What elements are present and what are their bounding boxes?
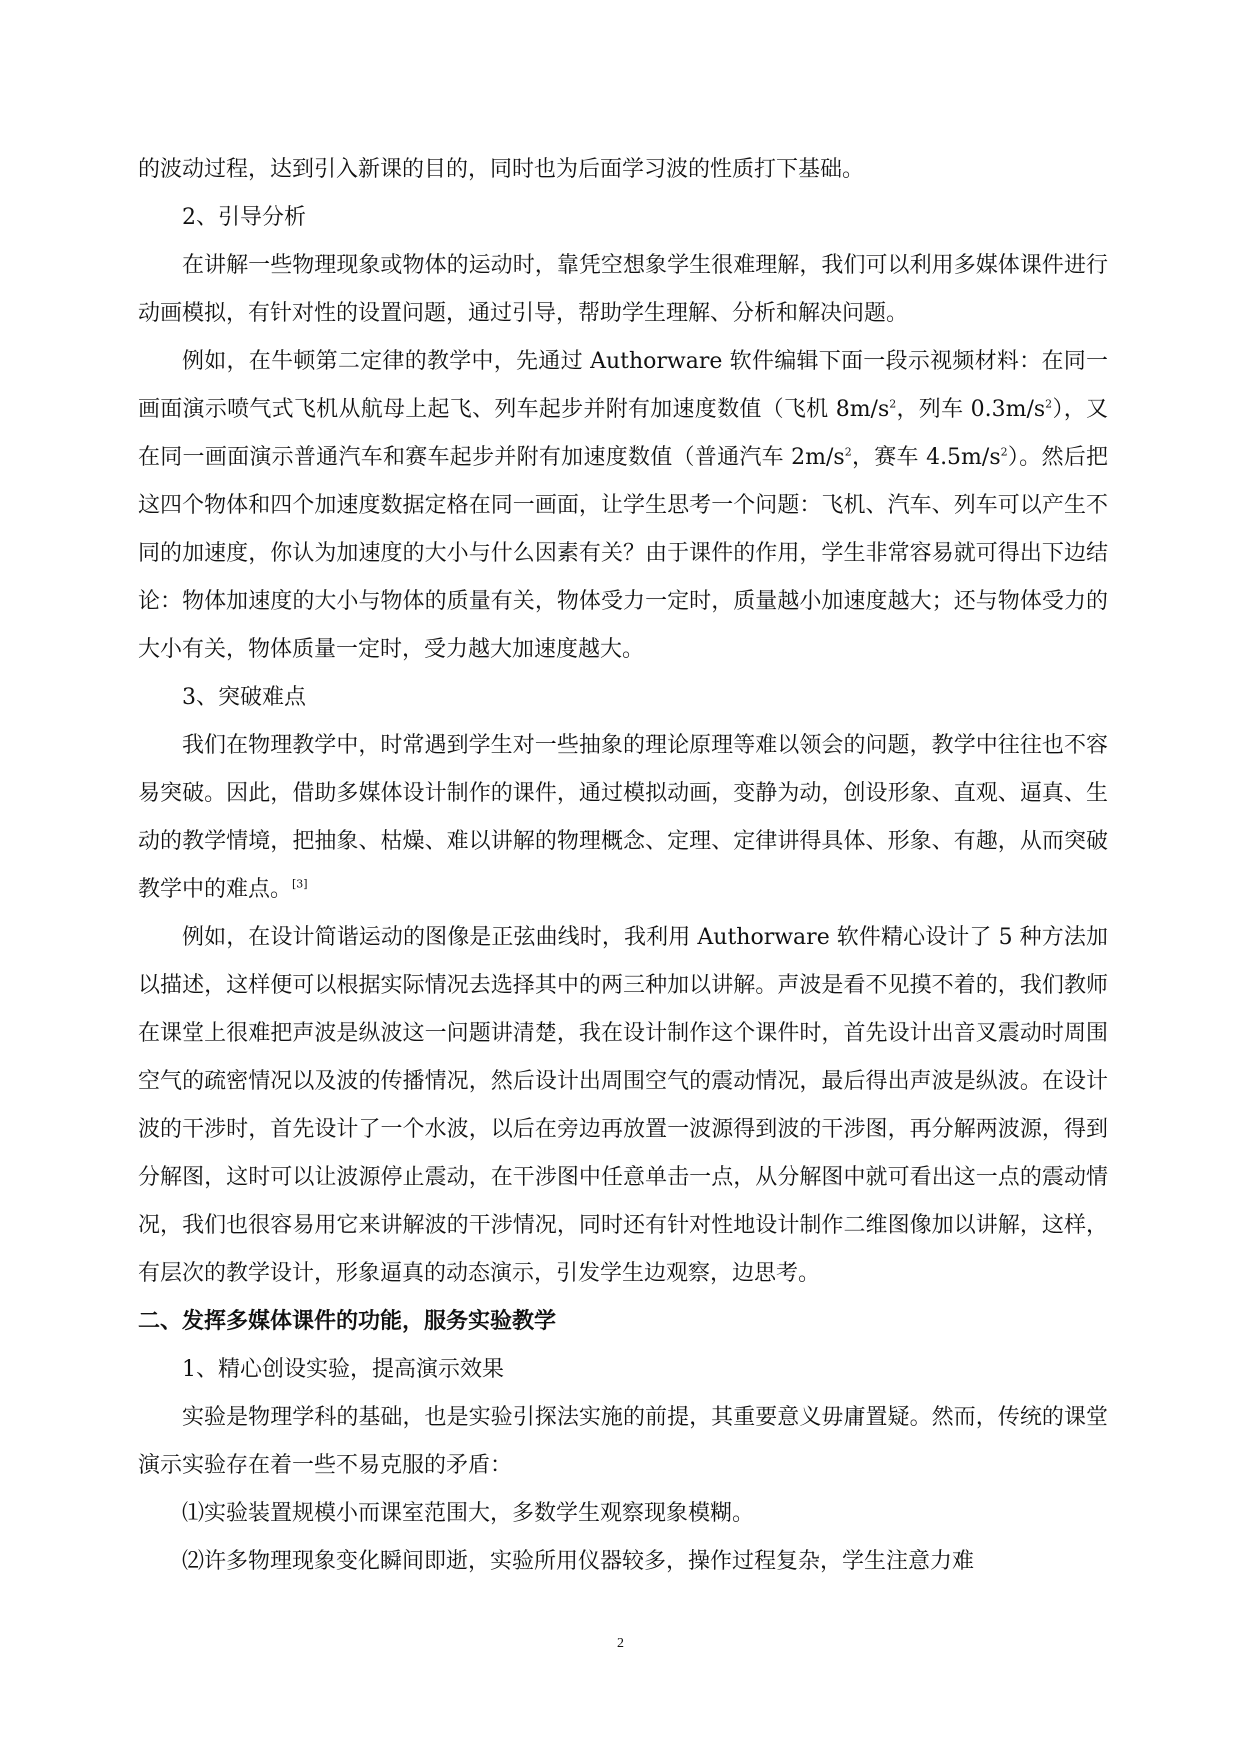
text-segment: ，列车 0.3m/s <box>896 397 1046 422</box>
text-segment: 例如，在牛顿第二定律的教学中，先通过 Authorware 软件编辑下面一段示视频材料：在同一画面演示喷气式飞机从航母上起飞、列车起步并附有加速度数值（飞机 8m/s <box>138 349 1108 422</box>
paragraph-experiment: 实验是物理学科的基础，也是实验引探法实施的前提，其重要意义毋庸置疑。然而，传统的课堂演示实验存在着一些不易克服的矛盾： <box>138 1405 1108 1478</box>
citation-reference: [3] <box>292 877 308 891</box>
document-body <box>138 146 1108 1586</box>
paragraph-newton-example <box>138 338 1108 674</box>
superscript: 2 <box>1000 445 1008 459</box>
text-segment: ），又在同一画面演示普通汽车和赛车起步并附有加速度数值（普通汽车 2m/s <box>138 397 1108 470</box>
paragraph-difficulties <box>138 722 1108 914</box>
subsection-title-guided-analysis: 2、引导分析 <box>182 205 306 230</box>
subsection-title-experiment: 1、精心创设实验，提高演示效果 <box>182 1357 504 1382</box>
text-segment: ）。然后把这四个物体和四个加速度数据定格在同一画面，让学生思考一个问题：飞机、汽车、列车可以产生不同的加速度，你认为加速度的大小与什么因素有关？由于课件的作用，学生非常容易就可得出下边结论：物体加速度的大小与物体的质量有关，物体受力一定时，质量越小加速度越大；还与物体受力的大小有关，物体质量一定时，受力越大加速度越大。 <box>138 445 1108 662</box>
superscript: 2 <box>1045 397 1053 411</box>
superscript: 2 <box>889 397 897 411</box>
list-item: ⑵许多物理现象变化瞬间即逝，实验所用仪器较多，操作过程复杂，学生注意力难 <box>182 1549 975 1574</box>
superscript: 2 <box>844 445 852 459</box>
paragraph-continuation: 的波动过程，达到引入新课的目的，同时也为后面学习波的性质打下基础。 <box>138 157 865 182</box>
text-segment: 我们在物理教学中，时常遇到学生对一些抽象的理论原理等难以领会的问题，教学中往往也不容易突破。因此，借助多媒体设计制作的课件，通过模拟动画，变静为动，创设形象、直观、逼真、生动的教学情境，把抽象、枯燥、难以讲解的物理概念、定理、定律讲得具体、形象、有趣，从而突破教学中的难点。 <box>138 733 1108 902</box>
section-heading: 二、发挥多媒体课件的功能，服务实验教学 <box>138 1309 557 1334</box>
paragraph-wave-example: 例如，在设计简谐运动的图像是正弦曲线时，我利用 Authorware 软件精心设计了 5 种方法加以描述，这样便可以根据实际情况去选择其中的两三种加以讲解。声波是看不见摸不着的，我们教师在课堂上很难把声波是纵波这一问题讲清楚，我在设计制作这个课件时，首先设计出音叉震动时周围空气的疏密情况以及波的传播情况，然后设计出周围空气的震动情况，最后得出声波是纵波。在设计波的干涉时，首先设计了一个水波，以后在旁边再放置一波源得到波的干涉图，再分解两波源，得到分解图，这时可以让波源停止震动，在干涉图中任意单击一点，从分解图中就可看出这一点的震动情况，我们也很容易用它来讲解波的干涉情况，同时还有针对性地设计制作二维图像加以讲解，这样，有层次的教学设计，形象逼真的动态演示，引发学生边观察，边思考。 <box>138 925 1108 1286</box>
text-segment: ，赛车 4.5m/s <box>851 445 1001 470</box>
paragraph-guided-analysis: 在讲解一些物理现象或物体的运动时，靠凭空想象学生很难理解，我们可以利用多媒体课件进行动画模拟，有针对性的设置问题，通过引导，帮助学生理解、分析和解决问题。 <box>138 253 1108 326</box>
subsection-title-difficulties: 3、突破难点 <box>182 685 306 710</box>
list-item: ⑴实验装置规模小而课室范围大，多数学生观察现象模糊。 <box>182 1501 755 1526</box>
page-number: 2 <box>617 1636 624 1651</box>
